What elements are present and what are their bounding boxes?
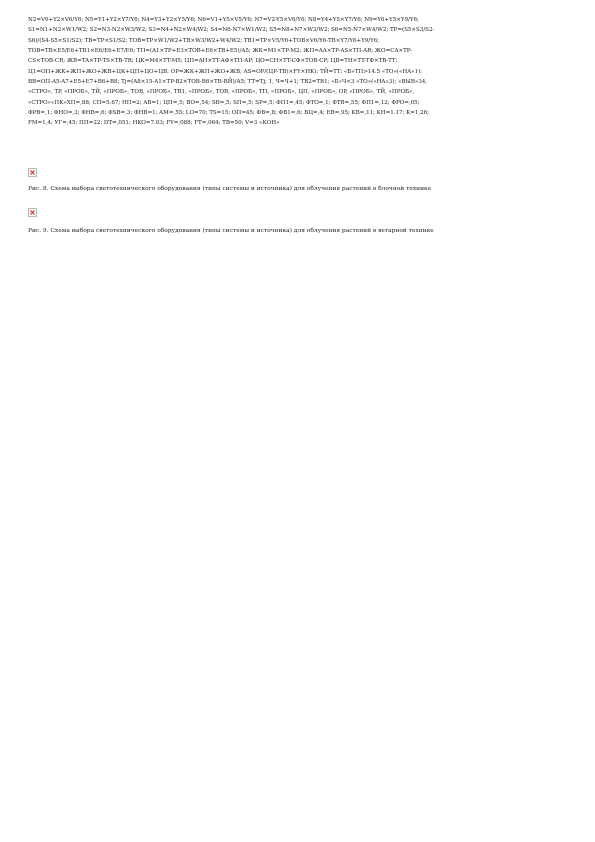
formula-block — [28, 15, 563, 129]
figure-caption: Рис. 8. Схема выбора светотехнического оборудования (типы системы и источника) для облучения растений в блочной технике — [28, 186, 432, 192]
formula-line: N2=V6+Y2×V6/Y6; N5=Y1+Y2×Y7/Y6; N4=Y3+Y2×Y5/Y6; N6=V1+Y5×V5/Y6; N7=V2-Y5×V6/Y6; N8=Y4+Y5×Y7/Y6; N9=Y6+Y5×Y9/Y6; — [28, 17, 419, 23]
formula-line: Ц1=ОП+ЖК+ЖП+ЖО+ЖB+ЦК+ЦП+ЦО+ЦB; OP=ЖК+ЖП+ЖО+ЖB; AS=OP/(ЦР-ТВ)×FY×HK); TЙ=TT; «Б»TП>14.5 «TO»(«HA»1); — [28, 68, 422, 75]
broken-image-icon — [28, 168, 37, 177]
formula-line: ФPB=,1; ФHO=,3; ФHB=,6; ФSB=,3; ФHB=1; AM=,55; LO=70; TS=15; OП=45; ФB=,8; ФB1=,6; BЦ=,4; EB=,95; KB=,11; KH=1.17; K=1,26; — [28, 110, 429, 117]
formula-line: FM=1,4; УГ=,45; ПП=22; DT=,051; HKO=7.03; FY=,088; FT=,064; TB=50; V=3 «КОН» — [28, 120, 280, 127]
formula-line: «СТРО», TP, «ПРОБ», TЙ, «ПРОБ», TOB, «ПРОБ», TB1, «ПРОБ», TOB, «ПРОБ», TП, «ПРОБ», ЦП, «ПРОБ», OP, «ПРОБ», TЙ, «ПРОБ», — [28, 89, 415, 96]
formula-line: S6)/(S4-S5×S1/S2); TB=TP×S1/S2; TOB=TP×W1/W2+TB×W3/W2+W4/W2; TB1=TP×V5/Y6+TOB×V6/Y6-TB×Y7/Y6+Y9/Y6; — [28, 37, 380, 44]
formula-line: BB=OП-A5-A7+E5+E7+B6+B8; Tj=(A8×15-A1×TP-B2×TOB-B6×TB-BЙ)/A5; TT=Tj; 1, Ч=Ч+1; TB2=TB1; «Б»Ч<3 «TO»(«HA»3); «ВЫВ»34, — [28, 79, 428, 86]
broken-image-icon — [28, 208, 37, 217]
formula-line: «СТРО»«ПК»XП=,88; CП=5.67; HП=2; AB=1; ЦП=,5; BO=,54; SB=,5; SП=,5; SP=,5; ФП1=,45; ФTO=,1; ФTB=,55; ФП1=,12; ФPO=,05; — [28, 99, 420, 106]
formula-line: CS×TOB-CR; ЖB=TA×TP-TS×TB-TR; ЦК=M4×TT-M5; ЦП=AH×TT-AФ×TП-AP; ЦО=CH×TT-CФ×TOB-CP; ЦB=TH×TT-TФ×TB-TT; — [28, 58, 398, 65]
formula-line: TOB=TB×E5/E6+TB1×E6/E6+E7/E6; TП=(A1×TP+E3×TOB+E6×TB+E5)/A5; ЖК=M1×TP-M2; ЖП=AA×TP-AS×TП-AR; ЖО=CA×TP- — [28, 48, 413, 55]
formula-line: S1=N1+N2×W1/W2; S2=N3-N2×W3/W2; S3=N4+N2×W4/W2; S4=N6-N7×W1/W2; S5=N8+N7×W3/W2; S6=N5-N7×W4/W2; TP=(S5×S3/S2- — [28, 27, 435, 34]
figure-caption: Рис. 9. Схема выбора светотехнического оборудования (типы системы и источника) для облучения растений в ветарной технике — [28, 228, 434, 234]
